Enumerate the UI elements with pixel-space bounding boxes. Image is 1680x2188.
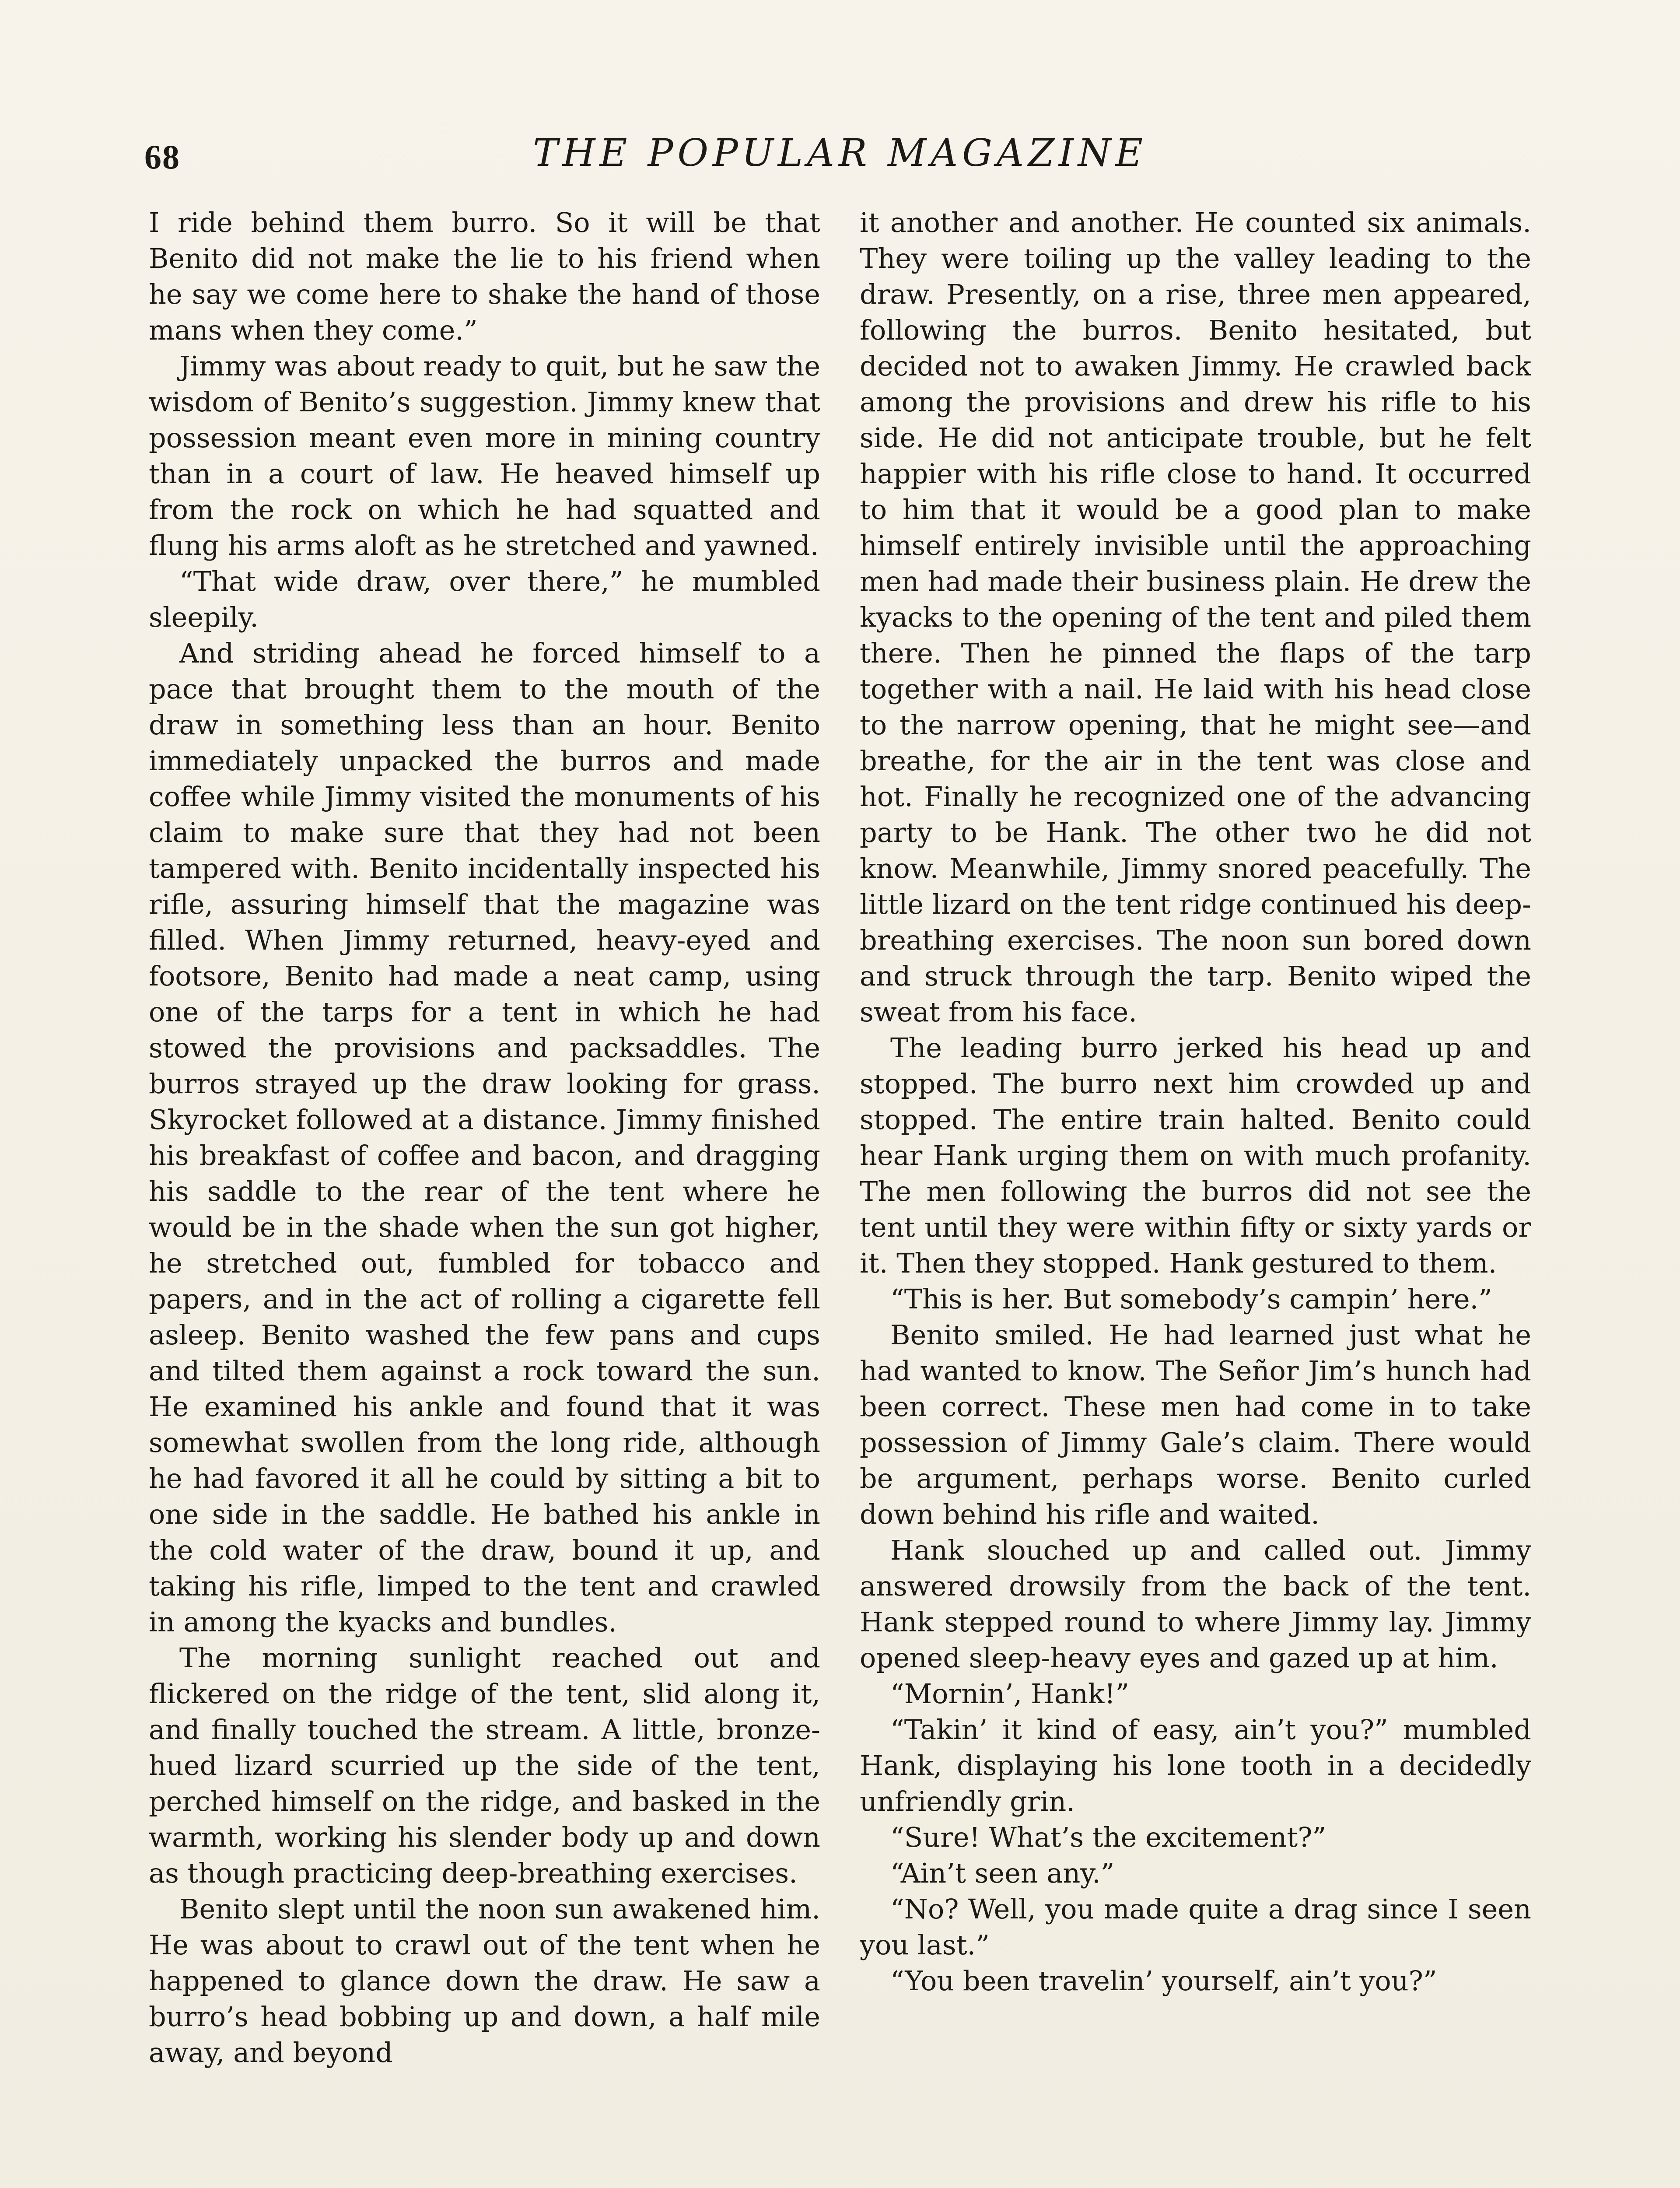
page-number: 68 — [144, 138, 180, 176]
paragraph: And striding ahead he forced himself to a pace that brought them to the mouth of the draw in something less than an hour. Benito immediately unpacked the burros and made coffee while Jimmy visited the monuments of his claim to make sure that they had not been tampered with. Benito incidentally inspected his rifle, assuring himself that the magazine was filled. When Jimmy returned, heavy-eyed and footsore, Benito had made a neat camp, using one of the tarps for a tent in which he had stowed the provisions and packsaddles. The burros strayed up the draw looking for grass. Skyrocket followed at a distance. Jimmy finished his breakfast of coffee and bacon, and dragging his saddle to the rear of the tent where he would be in the shade when the sun got higher, he stretched out, fumbled for tobacco and papers, and in the act of rolling a cigarette fell asleep. Benito washed the few pans and cups and tilted them against a rock toward the sun. He examined his ankle and found that it was somewhat swollen from the long ride, although he had favored it all he could by sitting a bit to one side in the saddle. He bathed his ankle in the cold water of the draw, bound it up, and taking his rifle, limped to the tent and crawled in among the kyacks and bundles. — [149, 637, 820, 1638]
right-column — [860, 205, 1531, 2188]
paragraph: “Mornin’, Hank!” — [890, 1678, 1130, 1710]
paragraph: “This is her. But somebody’s campin’ here.” — [890, 1283, 1492, 1315]
page-header — [144, 131, 1536, 184]
paragraph: I ride behind them burro. So it will be that Benito did not make the lie to his friend when he say we come here to shake the hand of those mans when they come.” — [149, 207, 820, 346]
paragraph: “That wide draw, over there,” he mumbled sleepily. — [149, 565, 820, 633]
paragraph: “Sure! What’s the excitement?” — [890, 1821, 1326, 1853]
paragraph: The morning sunlight reached out and flickered on the ridge of the tent, slid along it, and finally touched the stream. A little, bronze-hued lizard scurried up the side of the tent, perched himself on the ridge, and basked in the warmth, working his slender body up and down as though practicing deep-breathing exercises. — [149, 1642, 820, 1889]
running-title: THE POPULAR MAGAZINE — [533, 131, 1147, 175]
paragraph: “You been travelin’ yourself, ain’t you?” — [890, 1965, 1437, 1997]
paragraph: “Ain’t seen any.” — [890, 1857, 1115, 1889]
paragraph: Benito slept until the noon sun awakened him. He was about to crawl out of the tent when he happened to glance down the draw. He saw a burro’s head bobbing up and down, a half mile away, and beyond — [149, 1893, 820, 2069]
paragraph: Jimmy was about ready to quit, but he saw the wisdom of Benito’s suggestion. Jimmy knew that possession meant even more in mining country than in a court of law. He heaved himself up from the rock on which he had squatted and flung his arms aloft as he stretched and yawned. — [149, 350, 820, 561]
paragraph: Hank slouched up and called out. Jimmy answered drowsily from the back of the tent. Hank stepped round to where Jimmy lay. Jimmy opened sleep-heavy eyes and gazed up at him. — [860, 1534, 1531, 1674]
paragraph: Benito smiled. He had learned just what he had wanted to know. The Señor Jim’s hunch had been correct. These men had come in to take possession of Jimmy Gale’s claim. There would be argument, perhaps worse. Benito curled down behind his rifle and waited. — [860, 1319, 1531, 1530]
paragraph: “No? Well, you made quite a drag since I seen you last.” — [860, 1893, 1531, 1961]
paragraph: The leading burro jerked his head up and stopped. The burro next him crowded up and stopped. The entire train halted. Benito could hear Hank urging them on with much profanity. The men following the burros did not see the tent until they were within fifty or sixty yards or it. Then they stopped. Hank gestured to them. — [860, 1032, 1531, 1279]
left-column — [149, 205, 820, 2188]
text-columns — [149, 205, 1536, 2188]
paragraph: it another and another. He counted six animals. They were toiling up the valley leading to the draw. Presently, on a rise, three men appeared, following the burros. Benito hesitated, but decided not to awaken Jimmy. He crawled back among the provisions and drew his rifle to his side. He did not anticipate trouble, but he felt happier with his rifle close to hand. It occurred to him that it would be a good plan to make himself entirely invisible until the approaching men had made their business plain. He drew the kyacks to the opening of the tent and piled them there. Then he pinned the flaps of the tarp together with a nail. He laid with his head close to the narrow opening, that he might see—and breathe, for the air in the tent was close and hot. Finally he recognized one of the advancing party to be Hank. The other two he did not know. Meanwhile, Jimmy snored peacefully. The little lizard on the tent ridge continued his deep-breathing exercises. The noon sun bored down and struck through the tarp. Benito wiped the sweat from his face. — [860, 207, 1531, 1028]
paragraph: “Takin’ it kind of easy, ain’t you?” mumbled Hank, displaying his lone tooth in a decidedly unfriendly grin. — [860, 1714, 1531, 1817]
